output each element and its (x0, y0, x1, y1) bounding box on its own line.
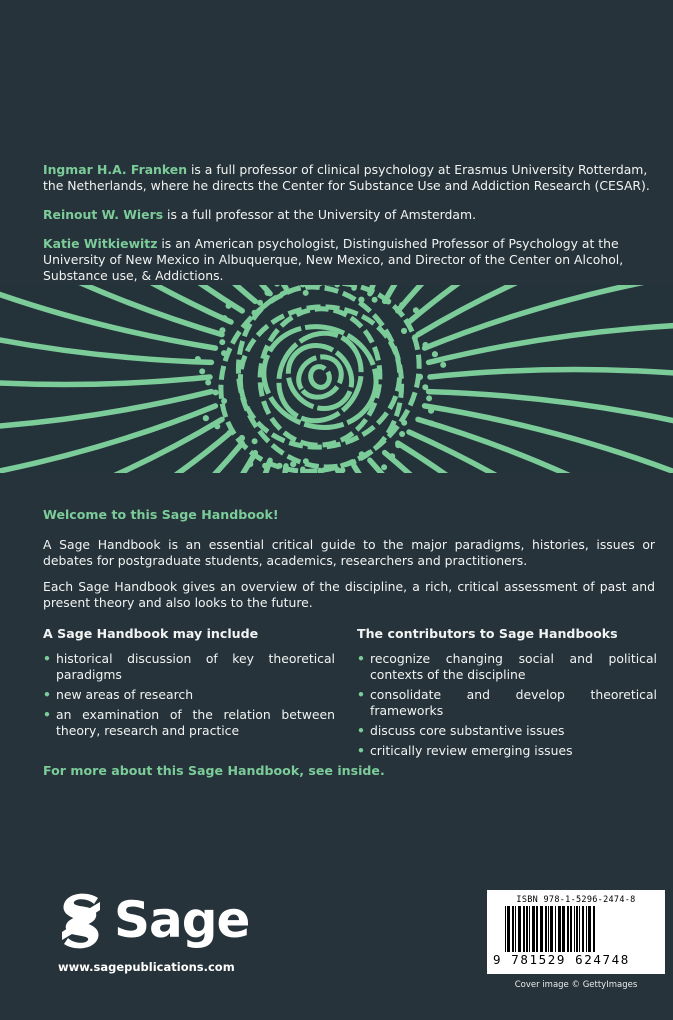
contributors-column (357, 626, 657, 763)
barcode-number: 9 781529 624748 (493, 952, 630, 967)
list-item-text: recognize changing social and political contexts of the discipline (370, 651, 657, 682)
list-item-text: critically review emerging issues (370, 743, 573, 758)
welcome-para-2: Each Sage Handbook gives an overview of the discipline, a rich, critical assessment of past and present theory and also looks to the future. (43, 579, 655, 610)
list-item (43, 707, 335, 739)
author-bio-text: is a full professor at the University of Amsterdam. (163, 207, 477, 222)
bullet-icon: • (357, 651, 365, 666)
list-item (357, 651, 657, 683)
welcome-section (43, 507, 655, 621)
bio-franken (43, 162, 667, 194)
may-include-title: A Sage Handbook may include (43, 626, 259, 641)
author-name: Reinout W. Wiers (43, 207, 164, 222)
isbn-text: ISBN 978-1-5296-2474-8 (516, 895, 636, 905)
author-name: Ingmar H.A. Franken (43, 162, 188, 177)
bullet-icon: • (43, 707, 51, 722)
welcome-title: Welcome to this Sage Handbook! (43, 507, 279, 522)
publisher-website[interactable]: www.sagepublications.com (58, 960, 235, 974)
list-item-text: historical discussion of key theoretical paradigms (56, 651, 335, 682)
author-bio-text: is an American psychologist, Distinguished Professor of Psychology at the University of New Mexico in Albuquerque, New Mexico, and Director of the Center on Alcohol, Substance use, & Addictions. (43, 236, 624, 283)
author-name: Katie Witkiewitz (43, 236, 158, 251)
author-bio-text: is a full professor of clinical psychology at Erasmus University Rotterdam, the Netherlands, where he directs the Center for Substance Use and Addiction Research (CESAR). (43, 162, 650, 193)
sage-s-logo-icon (58, 892, 104, 950)
cover-image-credit: Cover image © GettyImages (514, 980, 638, 990)
list-item (357, 743, 657, 759)
list-item (43, 687, 335, 703)
list-item (357, 723, 657, 739)
bullet-icon: • (357, 687, 365, 702)
sage-logo (58, 890, 250, 952)
cover-pattern-band (0, 285, 673, 473)
bullet-icon: • (357, 723, 365, 738)
list-item (357, 687, 657, 719)
bio-witkiewitz (43, 236, 667, 284)
barcode-bars (505, 906, 647, 952)
more-info-text: For more about this Sage Handbook, see inside. (43, 762, 385, 778)
list-item-text: new areas of research (56, 687, 194, 702)
fingerprint-pattern-icon (0, 285, 673, 473)
bullet-icon: • (43, 687, 51, 702)
may-include-column (43, 626, 335, 743)
contributors-title: The contributors to Sage Handbooks (357, 626, 618, 641)
list-item-text: discuss core substantive issues (370, 723, 565, 738)
list-item-text: an examination of the relation between theory, research and practice (56, 707, 335, 738)
bio-wiers (43, 207, 667, 223)
bullet-icon: • (43, 651, 51, 666)
list-item (43, 651, 335, 683)
publisher-name: Sage (114, 891, 250, 949)
barcode (487, 890, 665, 974)
welcome-para-1: A Sage Handbook is an essential critical guide to the major paradigms, histories, issues or debates for postgraduate students, academics, researchers and practitioners. (43, 537, 655, 568)
list-item-text: consolidate and develop theoretical frameworks (370, 687, 657, 718)
bullet-icon: • (357, 743, 365, 758)
author-bios (43, 162, 667, 297)
